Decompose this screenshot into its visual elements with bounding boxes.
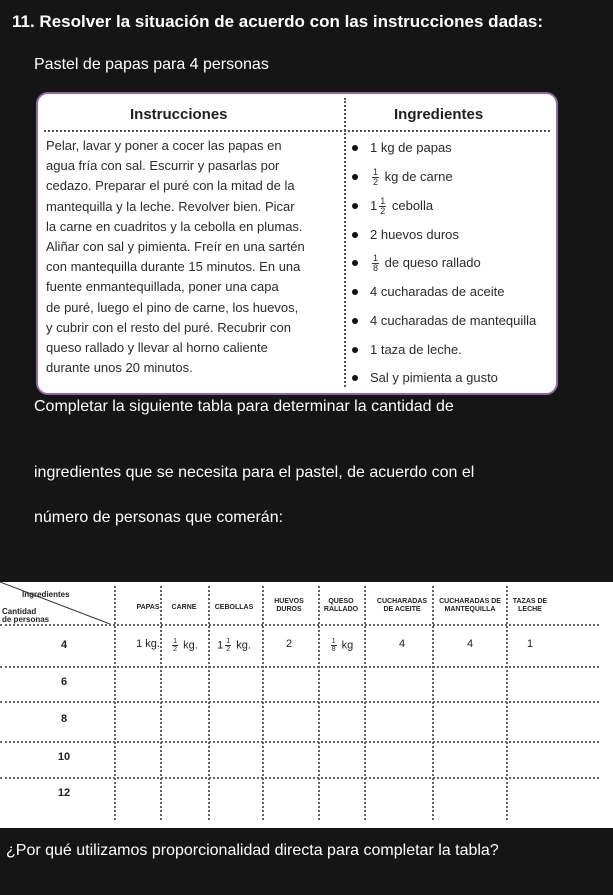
- table-cell: 4: [398, 638, 406, 650]
- table-row-divider: [0, 741, 599, 743]
- instruction-line: la carne en cuadritos y la cebolla en plumas.: [46, 218, 303, 234]
- table-column-divider: [432, 586, 434, 820]
- bullet-icon: [352, 347, 358, 353]
- fraction: $\frac{1}{8}$: [331, 638, 336, 653]
- bullet-icon: [352, 203, 358, 209]
- fraction: $\frac{1}{2}$: [373, 167, 379, 188]
- table-cell: 1 $\frac{1}{2}$ kg.: [217, 638, 251, 653]
- table-cell: $\frac{1}{2}$ kg.: [173, 638, 198, 653]
- instruction-line: Pelar, lavar y poner a cocer las papas en: [46, 138, 282, 153]
- fraction: $\frac{1}{2}$: [173, 638, 178, 653]
- task-prompt-line: número de personas que comerán:: [34, 509, 284, 526]
- table-column-header: QUESO RALLADO: [323, 598, 359, 613]
- table-column-header: TAZAS DE LECHE: [512, 598, 548, 613]
- task-prompt-line: ingredientes que se necesita para el pastel, de acuerdo con el: [34, 464, 475, 481]
- fraction: $\frac{1}{8}$: [373, 253, 379, 274]
- recipe-title: Pastel de papas para 4 personas: [34, 56, 269, 73]
- corner-label-people-line1: Cantidad: [2, 607, 37, 616]
- table-row-divider: [0, 701, 599, 703]
- instruction-line: mantequilla y la leche. Revolver bien. Picar: [46, 198, 295, 214]
- bullet-icon: [352, 260, 358, 266]
- column-divider: [344, 98, 346, 387]
- corner-label-ingredients: Ingredientes: [22, 590, 70, 599]
- table-row-people: 4: [60, 639, 68, 651]
- table-row-divider: [0, 777, 599, 779]
- header-divider: [44, 130, 550, 132]
- fraction: $\frac{1}{2}$: [380, 196, 386, 217]
- instruction-line: durante unos 20 minutos.: [46, 360, 193, 376]
- instruction-line: de puré, luego el pino de carne, los huevos,: [46, 299, 299, 315]
- table-row-divider: [0, 624, 599, 626]
- ingredient-text: 2 huevos duros: [370, 227, 459, 242]
- table-cell: 1 kg.: [136, 638, 160, 650]
- table-row-people: 8: [60, 713, 68, 725]
- bullet-icon: [352, 145, 358, 151]
- table-row-people: 12: [57, 787, 71, 799]
- table-column-header: CUCHARADAS DE ACEITE: [376, 598, 428, 613]
- table-column-divider: [318, 586, 320, 820]
- instructions-header: Instrucciones: [130, 106, 228, 123]
- table-column-header: HUEVOS DUROS: [274, 598, 304, 613]
- ingredient-text: 4 cucharadas de aceite: [370, 284, 505, 299]
- table-row-people: 10: [57, 751, 71, 763]
- corner-label-people-line2: de personas: [2, 615, 50, 624]
- bullet-icon: [352, 318, 358, 324]
- instruction-line: fuente enmantequillada, poner una capa: [46, 279, 279, 295]
- instruction-line: y cubrir con el resto del puré. Recubrir con: [46, 319, 291, 335]
- task-prompt-line: Completar la siguiente tabla para determinar la cantidad de: [34, 398, 454, 415]
- fraction: $\frac{1}{2}$: [226, 638, 231, 653]
- instruction-line: queso rallado y llevar al horno caliente: [46, 340, 268, 356]
- table-cell: 1: [526, 638, 534, 650]
- instruction-line: agua fría con sal. Escurrir y pasarlas por: [46, 158, 280, 174]
- ingredient-text: 1 kg de papas: [370, 140, 452, 155]
- corner-label-people: [2, 608, 49, 624]
- ingredient-text: 1 $\frac{1}{2}$ cebolla: [370, 196, 434, 217]
- question-text: ¿Por qué utilizamos proporcionalidad directa para completar la tabla?: [6, 842, 499, 859]
- bullet-icon: [352, 232, 358, 238]
- instruction-line: Aliñar con sal y pimienta. Freír en una sartén: [46, 239, 305, 255]
- table-column-divider: [208, 586, 210, 820]
- ingredient-text: $\frac{1}{8}$ de queso rallado: [373, 253, 481, 274]
- instruction-line: cedazo. Preparar el puré con la mitad de la: [46, 178, 295, 194]
- table-column-header: CEBOLLAS: [214, 604, 254, 611]
- bullet-icon: [352, 289, 358, 295]
- ingredient-text: $\frac{1}{2}$ kg de carne: [373, 167, 453, 188]
- table-column-divider: [506, 586, 508, 820]
- table-cell: $\frac{1}{8}$ kg: [331, 638, 354, 653]
- bullet-icon: [352, 174, 358, 180]
- table-row-divider: [0, 666, 599, 668]
- table-column-header: CARNE: [171, 604, 197, 611]
- instruction-line: con mantequilla durante 15 minutos. En una: [46, 259, 301, 275]
- table-column-divider: [114, 586, 116, 820]
- table-cell: 2: [285, 638, 293, 650]
- table-column-header: CUCHARADAS DE MANTEQUILLA: [439, 598, 501, 613]
- ingredient-text: Sal y pimienta a gusto: [370, 370, 498, 385]
- problem-title: 11. Resolver la situación de acuerdo con las instrucciones dadas:: [12, 12, 543, 31]
- table-row-people: 6: [60, 676, 68, 688]
- bullet-icon: [352, 375, 358, 381]
- proportion-table: [0, 582, 613, 828]
- table-column-divider: [364, 586, 366, 820]
- table-cell: 4: [466, 638, 474, 650]
- ingredients-header: Ingredientes: [394, 106, 484, 123]
- table-column-divider: [160, 586, 162, 820]
- instructions-text: [46, 136, 336, 378]
- table-column-divider: [262, 586, 264, 820]
- table-column-header: PAPAS: [136, 604, 160, 611]
- ingredient-text: 4 cucharadas de mantequilla: [370, 313, 537, 328]
- recipe-card: [36, 92, 558, 395]
- ingredient-text: 1 taza de leche.: [370, 342, 462, 357]
